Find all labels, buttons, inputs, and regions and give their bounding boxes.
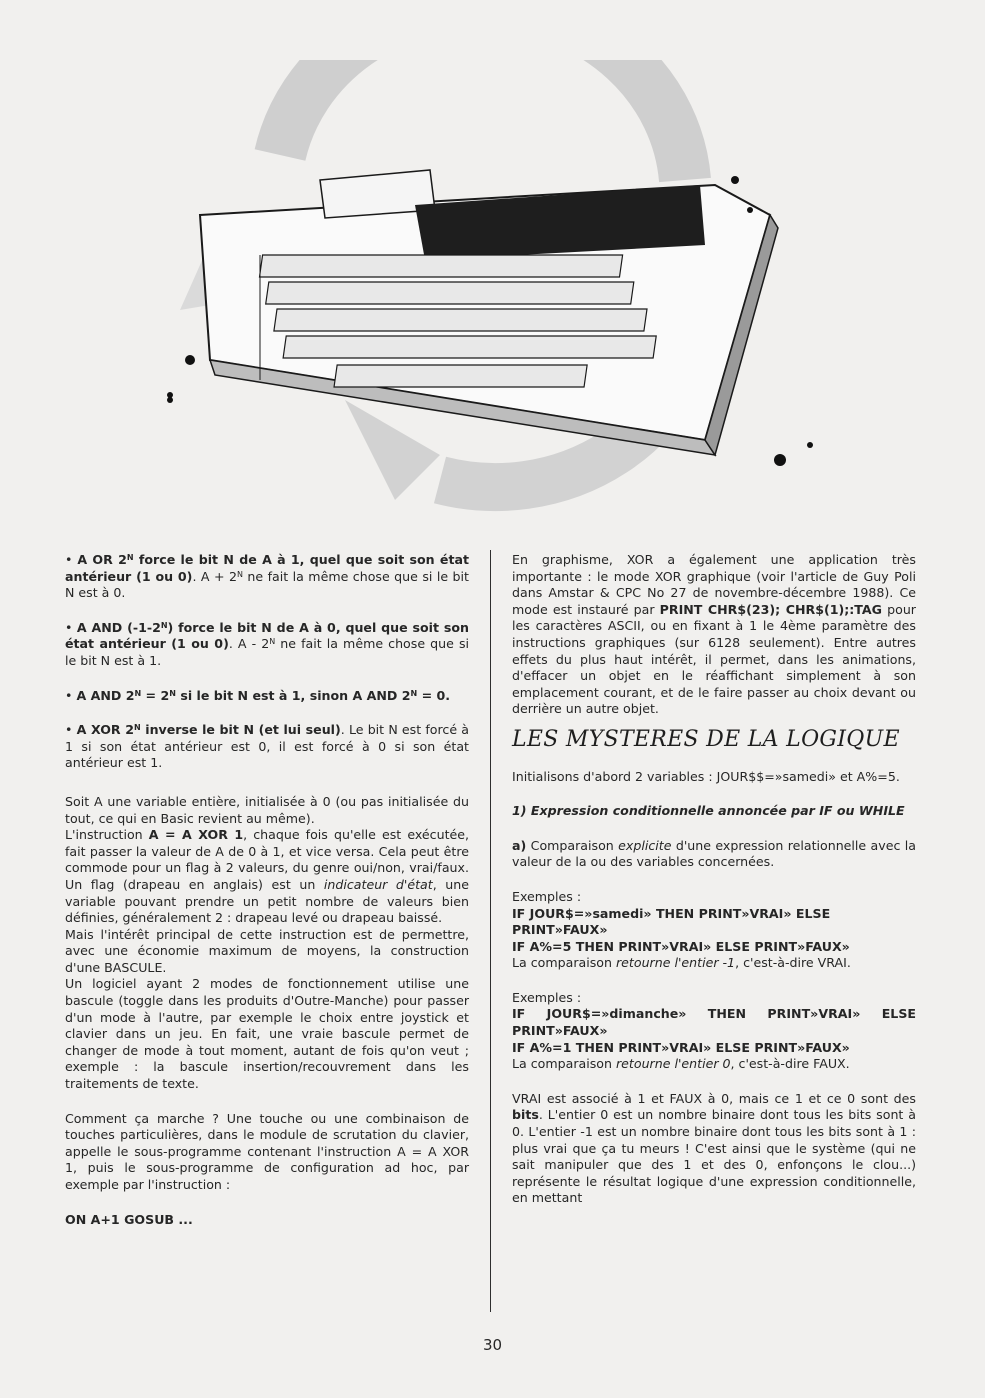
bullet-and: • A AND $2^N = 2^N$ si le bit N est à 1, sinon A AND $2^N = 0$. [65, 687, 451, 703]
paragraph-comparaison: a) Comparaison explicite d'une expression relationnelle avec la valeur de la ou des variables concernées. [512, 837, 916, 870]
subheading-conditional: 1) Expression conditionnelle annoncée par IF ou WHILE [512, 803, 905, 819]
bullet-xor: • A XOR $2^N$ inverse le bit N (et lui seul). Le bit N est forcé à 1 si son état antérieur est 0, il est forcé à 0 si son état antérieur est 1. [65, 722, 470, 771]
bullet-and-minus: • A AND $(-1-2^N)$ force le bit N de A à 0, quel que soit son état antérieur (1 ou 0). A - $2^N$ ne fait la même chose que si le bit N est à 1. [65, 619, 470, 668]
code-line: IF JOUR$=»dimanche» THEN PRINT»VRAI» ELSE PRINT»FAUX» [512, 1006, 916, 1039]
computer-illustration [140, 60, 830, 520]
column-divider [490, 550, 491, 1312]
code-line: IF A%=5 THEN PRINT»VRAI» ELSE PRINT»FAUX» [512, 938, 850, 954]
paragraph-graphisme: En graphisme, XOR a également une application très importante : le mode XOR graphique (voir l'article de Guy Poli dans Amstar & CPC No 27 de novembre-décembre 1988). Ce mode est instauré par PRINT CHR$(23); CHR$(1);:TAG pour les caractères ASCII, ou en fixant à 1 le 4ème paramètre des instructions graphiques (sur 6128 seulement). Entre autres effets du plus haut intérêt, il permet, dans les animations, d'effacer un objet en le réaffichant simplement à son emplacement courant, et de le faire passer au choix devant ou derrière un autre objet. [512, 552, 916, 717]
section-heading: LES MYSTERES DE LA LOGIQUE [512, 726, 900, 752]
left-column [65, 552, 469, 1246]
right-column [512, 552, 916, 1225]
paragraph-initialisons: Initialisons d'abord 2 variables : JOUR$$=»samedi» et A%=5. [512, 768, 900, 784]
example-block-true: Exemples : IF JOUR$=»samedi» THEN PRINT»VRAI» ELSE PRINT»FAUX» IF A%=5 THEN PRINT»VRAI» ELSE PRINT»FAUX» La comparaison retourne l'entier -1, c'est-à-dire VRAI. [512, 889, 916, 972]
page-number: 30 [482, 1336, 503, 1354]
paragraph-bascule: Mais l'intérêt principal de cette instruction est de permettre, avec une économie maximum de moyens, la construction d'une BASCULE. [65, 926, 469, 975]
keyboard-computer [167, 170, 813, 466]
paragraph-logiciel: Un logiciel ayant 2 modes de fonctionnement utilise une bascule (toggle dans les produits d'Outre-Manche) pour passer d'un mode à l'autre, par exemple le choix entre joystick et clavier dans un jeu. En fait, une vraie bascule permet de changer de mode à tout moment, autant de fois qu'on veut ; exemple : la bascule insertion/recouvrement dans les traitements de texte. [65, 976, 469, 1092]
code-line: IF A%=1 THEN PRINT»VRAI» ELSE PRINT»FAUX» [512, 1039, 850, 1055]
paragraph-instruction: L'instruction A = A XOR 1, chaque fois qu'elle est exécutée, fait passer la valeur de A de 0 à 1, et vice versa. Cela peut être commode pour un flag à 2 valeurs, du genre oui/non, vrai/faux. Un flag (drapeau en anglais) est un indicateur d'état, une variable pouvant prendre un petit nombre de valeurs bien définies, généralement 2 : drapeau levé ou drapeau baissé. [65, 827, 470, 926]
example-block-false: Exemples : IF JOUR$=»dimanche» THEN PRINT»VRAI» ELSE PRINT»FAUX» IF A%=1 THEN PRINT»VRAI» ELSE PRINT»FAUX» La comparaison retourne l'entier 0, c'est-à-dire FAUX. [512, 989, 916, 1072]
code-on-gosub: ON A+1 GOSUB ... [65, 1211, 193, 1227]
paragraph-comment: Comment ça marche ? Une touche ou une combinaison de touches particulières, dans le module de scrutation du clavier, appelle le sous-programme contenant l'instruction A = A XOR 1, puis le sous-programme de configuration ad hoc, par exemple par l'instruction : [65, 1110, 469, 1192]
paragraph-vrai-faux: VRAI est associé à 1 et FAUX à 0, mais ce 1 et ce 0 sont des bits. L'entier 0 est un nombre binaire dont tous les bits sont à 0. L'entier -1 est un nombre binaire dont tous les bits sont à 1 : plus vrai que ça tu meurs ! C'est ainsi que le système (qui ne sait manipuler que des 1 et des 0, enfonçons le clou...) représente le résultat logique d'une expression conditionnelle, en mettant [512, 1090, 916, 1206]
paragraph-variable: Soit A une variable entière, initialisée à 0 (ou pas initialisée du tout, ce qui en Basic revient au même). [65, 793, 469, 826]
code-line: IF JOUR$=»samedi» THEN PRINT»VRAI» ELSE PRINT»FAUX» [512, 905, 831, 938]
bullet-or: • A OR $2^N$ force le bit N de A à 1, quel que soit son état antérieur (1 ou 0). $A + 2^N$ ne fait la même chose que si le bit N est à 0. [65, 552, 470, 601]
